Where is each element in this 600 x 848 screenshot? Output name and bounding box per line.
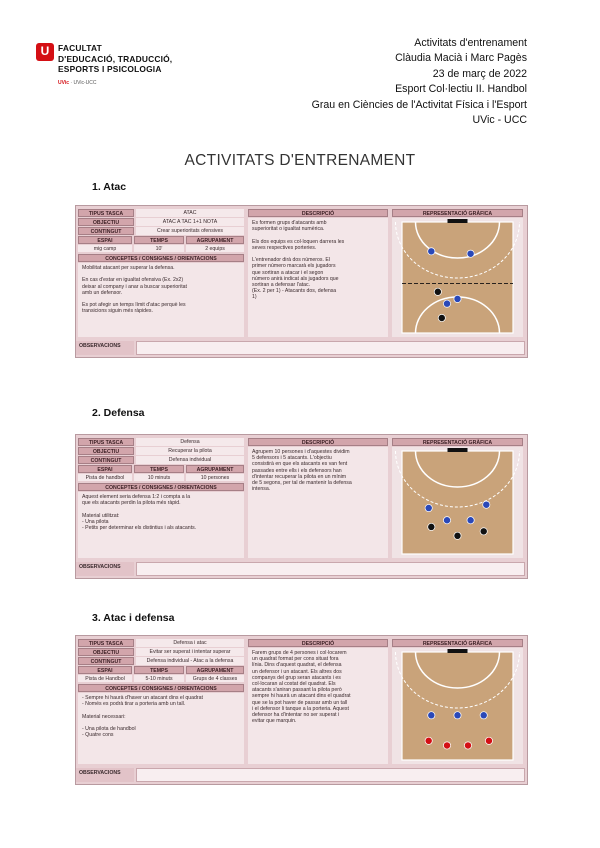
consignes-line: Material utilitzat: [82, 512, 120, 519]
descripcio-line: 1) [252, 294, 257, 301]
section-heading: 3. Atac i defensa [92, 612, 175, 624]
player-marker-icon [454, 712, 461, 719]
activity-card [75, 635, 528, 785]
tipus-tasca-label: TIPUS TASCA [78, 639, 134, 647]
player-marker-icon [467, 250, 474, 257]
agrupament-label: AGRUPAMENT [186, 465, 244, 473]
temps-label: TEMPS [134, 666, 184, 674]
activity-card [75, 205, 528, 358]
temps-value: 10' [134, 245, 184, 252]
descripcio-line: 5 defensors i 5 atacants. L'objectiu [252, 455, 332, 462]
handball-court-icon [392, 218, 523, 337]
descripcio-text [248, 648, 388, 764]
observacions-label: OBSERVACIONS [76, 562, 134, 576]
court-diagram [392, 648, 523, 764]
descripcio-line: L'entrenador dirà dos números. El [252, 257, 330, 264]
representacio-label: REPRESENTACIÓ GRÀFICA [392, 209, 523, 217]
observacions-field[interactable] [136, 768, 525, 782]
temps-value: 5-10 minuts [134, 675, 184, 682]
descripcio-line: passades entre ells i els defensors han [252, 467, 342, 474]
espai-value: mig camp [78, 245, 132, 252]
descripcio-line: un quadrat format per cons situat fora [252, 656, 339, 663]
descripcio-line: un defensor i un atacant. Els altres dos [252, 668, 342, 675]
descripcio-label: DESCRIPCIÓ [248, 639, 388, 647]
consignes-line: - Quatre cons [82, 732, 114, 739]
player-marker-icon [428, 712, 435, 719]
consignes-line: - Sempre hi haurà d'haver un atacant dins el quadrat [82, 695, 203, 701]
goal-icon [448, 448, 468, 452]
page-title: ACTIVITATS D'ENTRENAMENT [184, 152, 416, 169]
activity-card [75, 434, 528, 579]
consignes-text [78, 693, 244, 764]
university-logo-icon: U [36, 43, 54, 61]
consignes-line: Aquest element seria defensa 1:2 i compta a la [82, 494, 191, 500]
descripcio-line: seves respectives porteries. [252, 244, 317, 251]
consignes-text [78, 263, 244, 337]
player-marker-icon [480, 712, 487, 719]
player-marker-icon [454, 532, 461, 539]
handball-court-icon [392, 447, 523, 558]
espai-value: Pista de Handbol [78, 675, 132, 682]
descripcio-line: (Ex. 2 per 1) - Atacants dos, defensa [252, 288, 337, 295]
objectiu-value: Evitar ser superat i intentar superar [136, 648, 244, 656]
contingut-value: Crear superioritats ofensives [136, 227, 244, 235]
player-marker-icon [454, 295, 461, 302]
agrupament-label: AGRUPAMENT [186, 236, 244, 244]
descripcio-line: d'intentar recuperar la pilota en un mínim [252, 473, 347, 480]
descripcio-line: sortiran a defensar l'atac. [252, 282, 311, 289]
tipus-tasca-label: TIPUS TASCA [78, 438, 134, 446]
section-heading: 1. Atac [92, 181, 127, 193]
espai-value: Pista de handbol [78, 474, 132, 481]
player-marker-icon [467, 517, 474, 524]
consignes-line: En cas d'estar en igualtat ofensiva (Ex. 2x2) [82, 277, 184, 284]
consignes-label: CONCEPTES / CONSIGNES / ORIENTACIONS [78, 684, 244, 692]
descripcio-label: DESCRIPCIÓ [248, 438, 388, 446]
descripcio-line: de 5 segons, per tal de mantenir la defensa [252, 480, 352, 487]
descripcio-line: primer número marcarà els jugadors [252, 263, 336, 270]
agrupament-label: AGRUPAMENT [186, 666, 244, 674]
goal-icon [448, 649, 468, 653]
consignes-line: amb un defensor. [82, 289, 123, 296]
observacions-label: OBSERVACIONS [76, 768, 134, 782]
contingut-value: Defensa individual [136, 456, 244, 464]
descripcio-line: consistirà en que els atacants es van fent [252, 461, 348, 468]
descripcio-line: Els dos equips es col·loquen darrera les [252, 238, 345, 245]
court-diagram [392, 218, 523, 337]
temps-label: TEMPS [134, 465, 184, 473]
objectiu-label: OBJECTIU [78, 648, 134, 656]
player-marker-icon [438, 314, 445, 321]
descripcio-line: evitar que marquin. [252, 718, 297, 725]
descripcio-line: superioritat o igualtat numèrica. [252, 226, 325, 233]
player-marker-icon [425, 504, 432, 511]
descripcio-text [248, 447, 388, 558]
consignes-line: - Una pilota [82, 518, 109, 525]
descripcio-line: Agrupem 10 persones i d'aquestes dividim [252, 449, 350, 455]
player-marker-icon [443, 300, 450, 307]
player-marker-icon [443, 517, 450, 524]
espai-label: ESPAI [78, 666, 132, 674]
objectiu-value: ATAC A TAC 1+1 NOTA [136, 218, 244, 226]
consignes-line: deixar al company i anar a buscar superioritat [82, 283, 187, 290]
representacio-label: REPRESENTACIÓ GRÀFICA [392, 438, 523, 446]
consignes-line: transicions siguin més ràpides. [82, 308, 153, 315]
descripcio-line: defensor ha d'intentar no ser superat i [252, 712, 340, 719]
agrupament-value: 10 persones [186, 474, 244, 481]
player-marker-icon [485, 737, 492, 744]
contingut-value: Defensa individual - Atac a la defensa [136, 657, 244, 665]
descripcio-line: Farem grups de 4 persones i col·locarem [252, 650, 347, 656]
descripcio-line: atacants s'aniran passant la pilota però [252, 687, 342, 694]
consignes-line: Mobilitat atacant per superar la defensa. [82, 265, 175, 271]
consignes-label: CONCEPTES / CONSIGNES / ORIENTACIONS [78, 254, 244, 262]
tipus-tasca-label: TIPUS TASCA [78, 209, 134, 217]
consignes-line: - Una pilota de handbol [82, 726, 136, 733]
descripcio-line: col·locaran al costat del quadrat. Els [252, 681, 336, 688]
handball-court-icon [392, 648, 523, 764]
player-marker-icon [428, 523, 435, 530]
agrupament-value: Grups de 4 classes [186, 675, 244, 682]
consignes-line: que els atacants perdin la pilota més ràpid. [82, 500, 181, 507]
player-marker-icon [480, 528, 487, 535]
observacions-label: OBSERVACIONS [76, 341, 134, 355]
descripcio-line: sempre hi haurà un atacant dins el quadrat [252, 693, 351, 700]
player-marker-icon [434, 288, 441, 295]
player-marker-icon [483, 501, 490, 508]
descripcio-line: que sortiran a atacar i el segon [252, 269, 324, 276]
consignes-label: CONCEPTES / CONSIGNES / ORIENTACIONS [78, 483, 244, 491]
observacions-field[interactable] [136, 341, 525, 355]
temps-label: TEMPS [134, 236, 184, 244]
contingut-label: CONTINGUT [78, 657, 134, 665]
player-marker-icon [464, 742, 471, 749]
descripcio-label: DESCRIPCIÓ [248, 209, 388, 217]
court-diagram [392, 447, 523, 558]
objectiu-label: OBJECTIU [78, 218, 134, 226]
descripcio-line: que se la pot haver de passar amb un tall [252, 699, 348, 706]
document-header-info: Activitats d'entrenament Clàudia Macià i Marc Pagès 23 de març de 2022 Esport Col·lectiu II. Handbol Grau en Ciències de l'Activitat Física i l'Esport UVic - UCC [311, 37, 527, 127]
observacions-field[interactable] [136, 562, 525, 576]
consignes-text [78, 492, 244, 558]
consignes-line: - Només es podrà tirar a porteria amb un tall. [82, 701, 186, 708]
objectiu-label: OBJECTIU [78, 447, 134, 455]
agrupament-value: 2 equips [186, 245, 244, 252]
player-marker-icon [425, 737, 432, 744]
goal-icon [448, 219, 468, 223]
descripcio-line: número anirà indicat als jugadors que [252, 275, 339, 282]
court-surface [402, 652, 513, 760]
tipus-tasca-value: ATAC [136, 209, 244, 217]
consignes-line: Material necessari: [82, 713, 126, 720]
player-marker-icon [428, 248, 435, 255]
descripcio-line: línia. Dins d'aquest quadrat, el defensa [252, 662, 342, 669]
tipus-tasca-value: Defensa [136, 438, 244, 446]
representacio-label: REPRESENTACIÓ GRÀFICA [392, 639, 523, 647]
descripcio-line: companys del grup seran atacants i es [252, 674, 341, 681]
section-heading: 2. Defensa [92, 407, 145, 419]
faculty-name: FACULTAT D'EDUCACIÓ, TRADUCCIÓ, ESPORTS I PSICOLOGIA [58, 43, 173, 75]
contingut-label: CONTINGUT [78, 227, 134, 235]
consignes-line: - Petits per determinar els distintius i als atacants. [82, 525, 197, 532]
descripcio-line: intensa. [252, 486, 271, 493]
descripcio-text [248, 218, 388, 337]
espai-label: ESPAI [78, 465, 132, 473]
player-marker-icon [443, 742, 450, 749]
objectiu-value: Recuperar la pilota [136, 447, 244, 455]
descripcio-line: Es formen grups d'atacants amb [252, 220, 327, 226]
espai-label: ESPAI [78, 236, 132, 244]
descripcio-line: i el defensor li tanque a la porteria. Aquest [252, 705, 349, 712]
contingut-label: CONTINGUT [78, 456, 134, 464]
temps-value: 10 minuts [134, 474, 184, 481]
tipus-tasca-value: Defensa i atac [136, 639, 244, 647]
consignes-line: Es pot afegir un temps límit d'atac perquè les [82, 302, 186, 309]
uvic-label: UVic · UVic-UCC [58, 80, 97, 86]
